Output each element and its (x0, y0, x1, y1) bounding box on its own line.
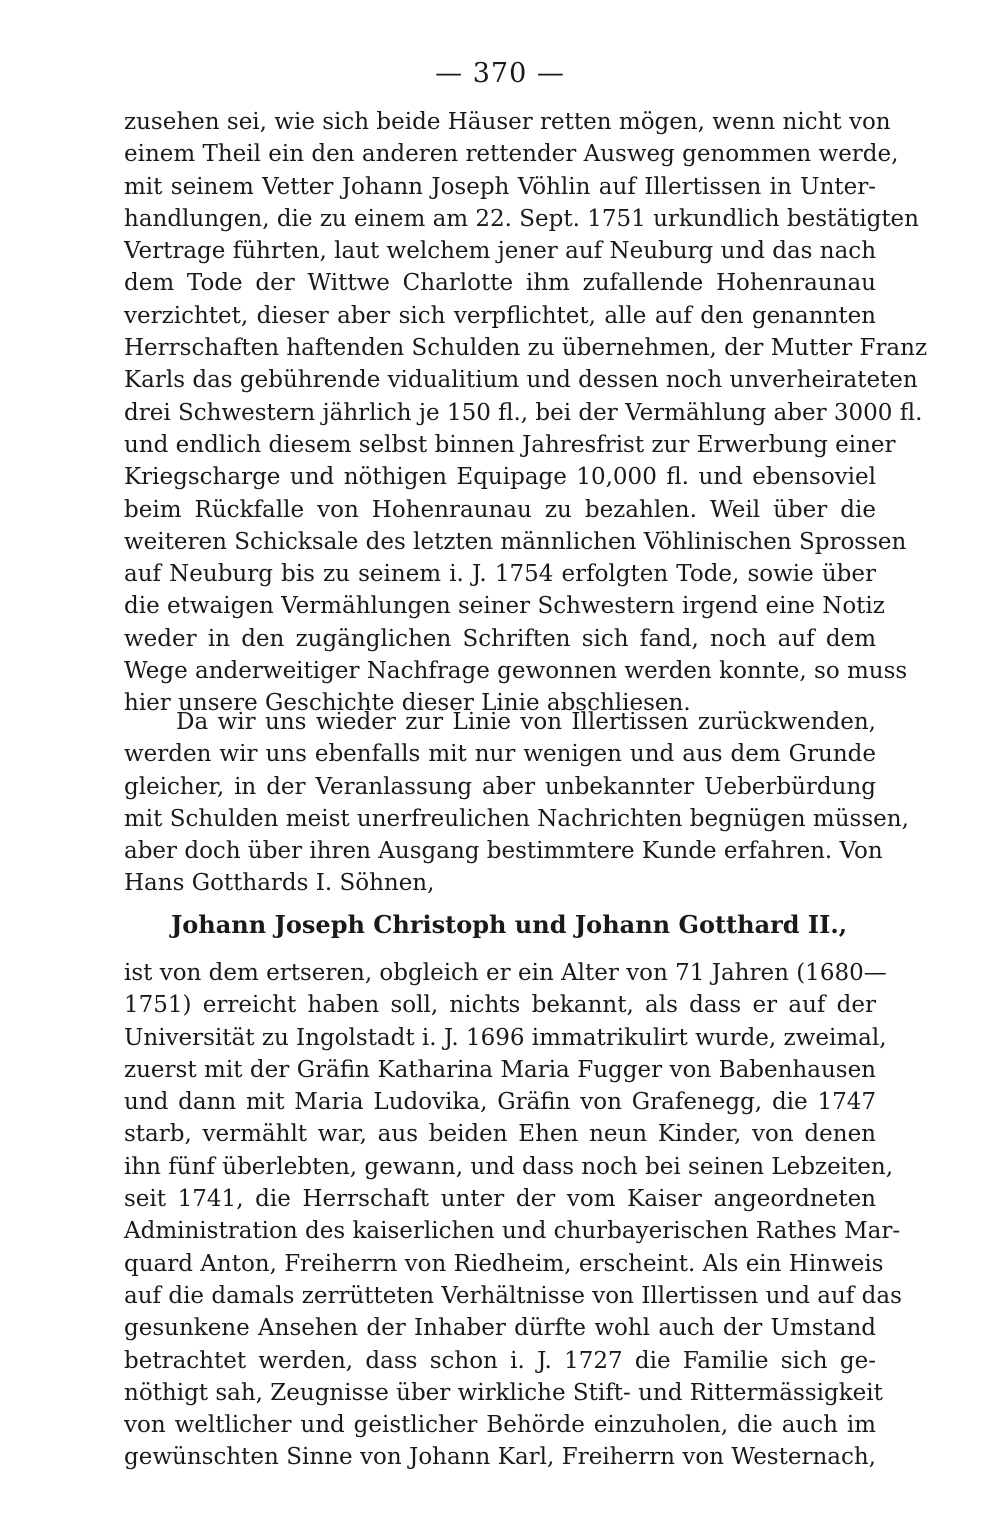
paragraph-3 (124, 957, 902, 1474)
text-line: aber doch über ihren Ausgang bestimmtere Kunde erfahren. Von (124, 838, 883, 865)
text-line: und endlich diesem selbst binnen Jahresfrist zur Erwerbung einer (124, 431, 896, 458)
text-line: weder in den zugänglichen Schriften sich fand, noch auf dem (124, 625, 876, 652)
text-line: zusehen sei, wie sich beide Häuser retten mögen, wenn nicht von (124, 109, 891, 135)
text-line: betrachtet werden, dass schon i. J. 1727 die Familie sich ge- (124, 1347, 876, 1374)
text-line: ist von dem ertseren, obgleich er ein Alter von 71 Jahren (1680— (124, 960, 887, 986)
text-line: seit 1741, die Herrschaft unter der vom Kaiser angeordneten (124, 1186, 876, 1213)
text-line: quard Anton, Freiherrn von Riedheim, erscheint. Als ein Hinweis (124, 1250, 884, 1277)
text-line: verzichtet, dieser aber sich verpflichtet, alle auf den genannten (124, 302, 876, 329)
text-line: Hans Gotthards I. Söhnen, (124, 870, 435, 897)
text-line: mit Schulden meist unerfreulichen Nachrichten begnügen müssen, (124, 805, 909, 832)
text-line: dem Tode der Wittwe Charlotte ihm zufallende Hohenraunau (124, 270, 876, 297)
text-line: starb, vermählt war, aus beiden Ehen neun Kinder, von denen (124, 1121, 876, 1148)
text-line: zuerst mit der Gräfin Katharina Maria Fugger von Babenhausen (124, 1056, 876, 1083)
text-line: Universität zu Ingolstadt i. J. 1696 immatrikulirt wurde, zweimal, (124, 1024, 887, 1051)
text-line: Da wir uns wieder zur Linie von Illertissen zurückwenden, (176, 709, 876, 735)
text-line: weiteren Schicksale des letzten männlichen Vöhlinischen Sprossen (124, 528, 907, 555)
text-line: gesunkene Ansehen der Inhaber dürfte wohl auch der Umstand (124, 1315, 876, 1342)
text-line: drei Schwestern jährlich je 150 fl., bei der Vermählung aber 3000 fl. (124, 399, 923, 426)
section-heading: Johann Joseph Christoph und Johann Gotthard II., (170, 910, 848, 939)
text-line: von weltlicher und geistlicher Behörde einzuholen, die auch im (124, 1412, 876, 1439)
text-line: Herrschaften haftenden Schulden zu übernehmen, der Mutter Franz (124, 335, 928, 362)
text-line: beim Rückfalle von Hohenraunau zu bezahlen. Weil über die (124, 496, 876, 523)
paragraph-1 (124, 106, 928, 720)
text-line: einem Theil ein den anderen rettender Ausweg genommen werde, (124, 141, 899, 168)
text-line: hier unsere Geschichte dieser Linie abschliesen. (124, 690, 691, 717)
text-line: gewünschten Sinne von Johann Karl, Freiherrn von Westernach, (124, 1444, 876, 1471)
paragraph-2 (124, 706, 909, 900)
text-line: und dann mit Maria Ludovika, Gräfin von Grafenegg, die 1747 (124, 1089, 876, 1116)
text-line: werden wir uns ebenfalls mit nur wenigen und aus dem Grunde (124, 741, 876, 768)
text-line: auf die damals zerrütteten Verhältnisse von Illertissen und auf das (124, 1282, 902, 1309)
text-line: Vertrage führten, laut welchem jener auf Neuburg und das nach (124, 238, 877, 265)
text-line: die etwaigen Vermählungen seiner Schwestern irgend eine Notiz (124, 593, 885, 620)
text-line: Karls das gebührende vidualitium und dessen noch unverheirateten (124, 367, 918, 394)
text-line: gleicher, in der Veranlassung aber unbekannter Ueberbürdung (124, 773, 876, 800)
text-line: Kriegscharge und nöthigen Equipage 10,000 fl. und ebensoviel (124, 464, 876, 491)
text-line: auf Neuburg bis zu seinem i. J. 1754 erfolgten Tode, sowie über (124, 561, 876, 588)
text-line: 1751) erreicht haben soll, nichts bekannt, als dass er auf der (124, 992, 876, 1019)
text-line: mit seinem Vetter Johann Joseph Vöhlin auf Illertissen in Unter- (124, 173, 876, 200)
page-number: — 370 — (435, 58, 565, 89)
text-line: Administration des kaiserlichen und churbayerischen Rathes Mar- (124, 1218, 901, 1245)
text-line: ihn fünf überlebten, gewann, und dass noch bei seinen Lebzeiten, (124, 1153, 894, 1180)
text-line: handlungen, die zu einem am 22. Sept. 1751 urkundlich bestätigten (124, 205, 919, 232)
text-line: Wege anderweitiger Nachfrage gewonnen werden konnte, so muss (124, 658, 908, 685)
text-line: nöthigt sah, Zeugnisse über wirkliche Stift- und Rittermässigkeit (124, 1379, 883, 1406)
